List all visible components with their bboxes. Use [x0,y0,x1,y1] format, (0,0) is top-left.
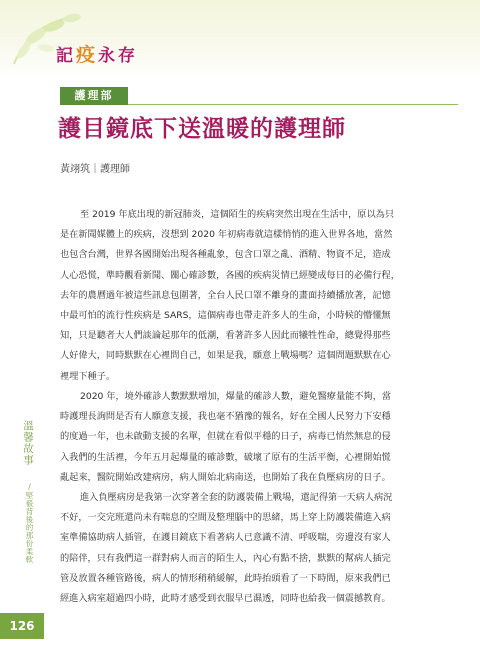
paragraph-line: 時護理長詢問是否有人願意支援，我也毫不猶豫的報名，好在全國人民努力下安穩 [60,411,391,423]
paragraph-line: 入我們的生活裡，今年五月起爆量的確診數，破壞了原有的生活平衡，心裡開始慌 [60,451,391,463]
header-band [0,0,480,80]
paragraph-line: 的陪伴，只有我們這一群對病人而言的陌生人，內心有點不捨，默默的幫病人插完 [60,552,391,564]
paragraph-3 [60,488,455,609]
side-section-label: 溫馨故事 [22,420,34,466]
paragraph-line: 人好偉大，同時默默在心裡問自己，如果是我，願意上戰場嗎？這個問題默默在心 [60,350,391,362]
paragraph-line: 亂起來，醫院開始改建病房，病人開始北病南送，也開始了我在負壓病房的日子。 [60,471,391,483]
paragraph-line: 2020 年，境外確診人數默默增加，爆量的確診人數，避免醫療量能不夠，當 [80,391,392,402]
paragraph-line: 不好，一交完班還尚未有喘息的空間及整理腦中的思緒，馬上穿上防護裝備進入病 [60,512,391,524]
paragraph-line: 知，只是聽者大人們談論起那年的低潮，看著許多人因此而犧牲性命，總覺得那些 [60,330,391,342]
side-section-subtitle: ∕堅毅背後的那份柔軟 [25,482,34,564]
paragraph-line: 經進入病室超過四小時，此時才感受到衣服早已濕透，同時也給我一個震撼教育。 [60,592,391,604]
paragraph-line: 去年的農曆過年被這些訊息包圍著，全台人民口罩不離身的畫面持續播放著，記憶 [60,289,391,301]
paragraph-line: 進入負壓病房是我第一次穿著全套的防護裝備上戰場，還記得第一天病人病況 [80,492,393,503]
series-title-part3: 永存 [98,46,139,66]
paragraph-line: 管及放置各種管路後，病人的情形稍稍緩解，此時抬頭看了一下時間，原來我們已 [60,572,391,584]
article-title: 護目鏡底下送溫暖的護理師 [58,115,346,142]
paragraph-line: 是在新聞媒體上的疾病，沒想到 2020 年初病毒就這樣悄悄的進入世界各地，當然 [60,229,393,241]
paragraph-1 [60,205,455,387]
paragraph-line: 至 2019 年底出現的新冠肺炎，這個陌生的疾病突然出現在生活中，原以為只 [80,209,395,220]
article-byline: 黃翊筑｜護理師 [60,164,130,175]
paragraph-line: 的度過一年，也未啟動支援的名單，但就在看似平穩的日子，病毒已悄然無息的侵 [60,431,391,443]
paragraph-line: 也包含台灣，世界各國開始出現各種亂象，包含口罩之亂、酒精、物資不足，造成 [60,249,391,261]
section-tag: 護理部 [60,87,128,105]
section-divider [128,104,458,105]
paragraph-2 [60,387,455,488]
series-title [56,40,138,67]
page-number: 126 [0,613,44,639]
series-title-part2: 疫 [76,44,99,66]
paragraph-line: 室準備協助病人插管，在護目鏡底下看著病人已意識不清、呼吸喘，旁邊沒有家人 [60,532,391,544]
paragraph-line: 裡埋下種子。 [60,370,116,382]
series-title-part1: 記 [56,46,76,66]
paragraph-line: 中最可怕的流行性疾病是 SARS，這個病毒也帶走許多人的生命，小時候的懵懂無 [60,309,391,321]
paragraph-line: 人心恐慌，準時觀看新聞、關心確診數，各國的疾病災情已經變成每日的必備行程， [60,269,400,281]
